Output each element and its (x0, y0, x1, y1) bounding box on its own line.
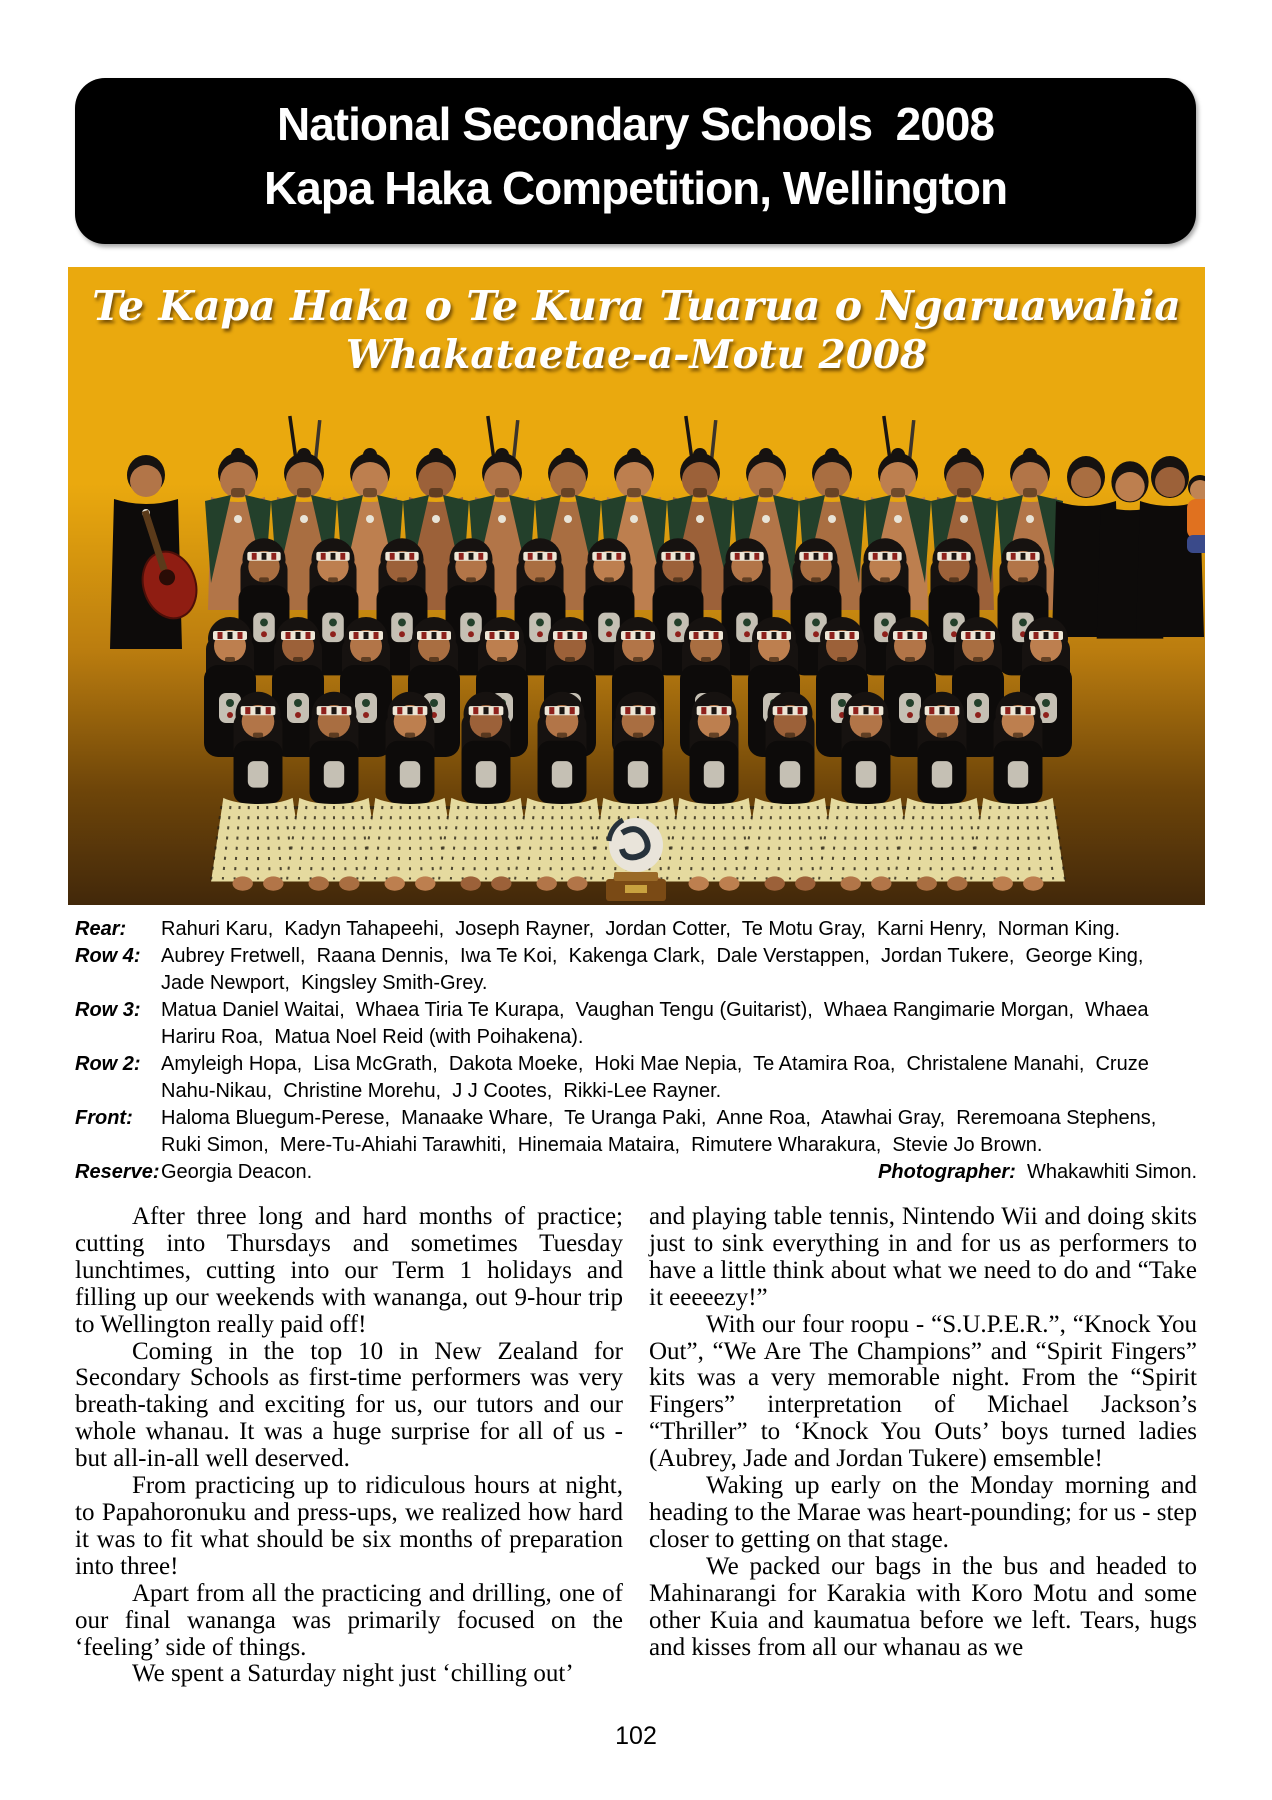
group-photo (68, 267, 1205, 905)
body-column-left (75, 1204, 623, 1688)
caption-row (75, 1105, 1197, 1159)
caption-row-label: Rear: (75, 918, 127, 940)
caption-photographer: Photographer: Whakawhiti Simon. (878, 1161, 1197, 1183)
body-paragraph: and playing table tennis, Nintendo Wii and doing skits just to sink everything in and for us as performers to have a little think about what we need to do and “Take it eeeeezy!” (649, 1203, 1197, 1311)
photo-title-line-2: Whakataetae-a-Motu 2008 (345, 332, 928, 378)
body-paragraph: Waking up early on the Monday morning and heading to the Marae was heart-pounding; for us - step closer to getting on that stage. (649, 1472, 1197, 1553)
caption-row (75, 997, 1197, 1051)
body-paragraph: We packed our bags in the bus and headed to Mahinarangi for Karakia with Koro Motu and some other Kuia and kaumatua before we left. Tears, hugs and kisses from all our whanau as we (649, 1552, 1197, 1661)
caption-row (75, 943, 1197, 997)
caption-row-names: Rahuri Karu, Kadyn Tahapeehi, Joseph Rayner, Jordan Cotter, Te Motu Gray, Karni Henry, Norman King. (161, 918, 1121, 940)
banner-line-2: Kapa Haka Competition, Wellington (263, 162, 1008, 214)
body-column-right (649, 1204, 1197, 1688)
banner-line-1: National Secondary Schools 2008 (276, 98, 995, 150)
body-paragraph: After three long and hard months of practice; cutting into Thursdays and sometimes Tuesday lunchtimes, cutting into our Term 1 holidays and filling up our weekends with wananga, out 9-hour trip to Wellington really paid off! (75, 1203, 623, 1338)
caption-row-label: Row 4: (75, 945, 141, 967)
body-paragraph: From practicing up to ridiculous hours at night, to Papahoronuku and press-ups, we realized how hard it was to fit what should be six months of preparation into three! (75, 1472, 623, 1580)
caption-row-names: Matua Daniel Waitai, Whaea Tiria Te Kurapa, Vaughan Tengu (Guitarist), Whaea Rangimarie Morgan, Whaea Hariru Roa, Matua Noel Reid (with Poihakena). (161, 999, 1155, 1048)
caption-row-label: Front: (75, 1107, 133, 1129)
body-paragraph: Apart from all the practicing and drilling, one of our final wananga was primarily focused on the ‘feeling’ side of things. (75, 1579, 623, 1661)
caption-photographer-label: Photographer: (878, 1161, 1016, 1183)
body-paragraph: Coming in the top 10 in New Zealand for Secondary Schools as first-time performers was very breath-taking and exciting for us, our tutors and our whole whanau. It was a huge surprise for all of us - but all-in-all well deserved. (75, 1337, 623, 1473)
caption-row-label: Row 2: (75, 1053, 141, 1075)
caption-row-names: Amyleigh Hopa, Lisa McGrath, Dakota Moeke, Hoki Mae Nepia, Te Atamira Roa, Christalene Manahi, Cruze Nahu-Nikau, Christine Morehu, J J Cootes, Rikki-Lee Rayner. (161, 1053, 1155, 1102)
caption-row (75, 1051, 1197, 1105)
body-paragraph: With our four roopu - “S.U.P.E.R.”, “Knock You Out”, “We Are The Champions” and “Spirit Fingers” kits was a very memorable night. From the “Spirit Fingers” interpretation of Michael Jackson’s “Thriller” to ‘Knock You Outs’ boys turned ladies (Aubrey, Jade and Jordan Tukere) emsemble! (649, 1310, 1197, 1473)
caption-row-reserve (75, 1159, 1197, 1186)
caption-row-names: Aubrey Fretwell, Raana Dennis, Iwa Te Koi, Kakenga Clark, Dale Verstappen, Jordan Tukere, George King, Jade Newport, Kingsley Smith-Grey. (161, 945, 1155, 994)
caption-reserve-name: Georgia Deacon. (161, 1161, 313, 1183)
photo-title-line-1: Te Kapa Haka o Te Kura Tuarua o Ngaruawahia (92, 282, 1181, 330)
caption-row (75, 916, 1197, 943)
body-text (75, 1204, 1197, 1688)
caption-row-names: Haloma Bluegum-Perese, Manaake Whare, Te Uranga Paki, Anne Roa, Atawhai Gray, Reremoana Stephens, Ruki Simon, Mere-Tu-Ahiahi Tarawhiti, Hinemaia Mataira, Rimutere Wharakura, Stevie Jo Brown. (161, 1107, 1168, 1156)
page-number: 102 (615, 1722, 657, 1750)
title-banner (75, 78, 1196, 244)
photo-title (68, 281, 1205, 379)
photo-caption (75, 916, 1197, 1186)
body-paragraph: We spent a Saturday night just ‘chilling out’ (132, 1660, 574, 1688)
caption-row-label: Row 3: (75, 999, 141, 1021)
caption-reserve-label: Reserve: (75, 1161, 160, 1183)
